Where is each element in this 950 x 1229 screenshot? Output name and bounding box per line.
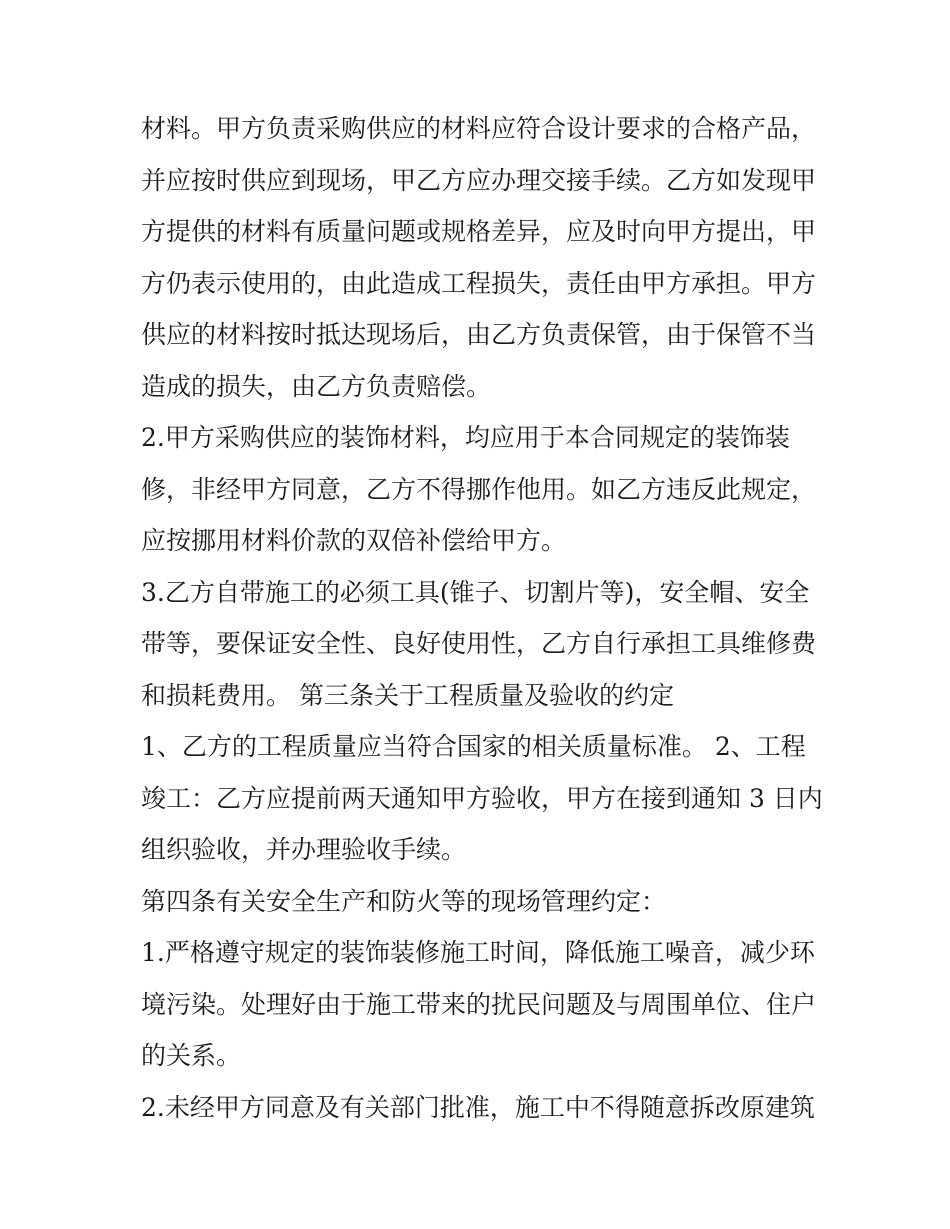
text-line-4: 方仍表示使用的，由此造成工程损失，责任由甲方承担。甲方	[141, 268, 817, 298]
text-line-8: 修，非经甲方同意，乙方不得挪作他用。如乙方违反此规定，	[141, 474, 817, 504]
text-line-12: 和损耗费用。 第三条关于工程质量及验收的约定	[141, 680, 674, 710]
text-line-2: 并应按时供应到现场，甲乙方应办理交接手续。乙方如发现甲	[141, 165, 817, 195]
text-line-20: 2.未经甲方同意及有关部门批准，施工中不得随意拆改原建筑	[141, 1092, 815, 1122]
text-line-6: 造成的损失，由乙方负责赔偿。	[141, 371, 492, 401]
text-line-17: 1.严格遵守规定的装饰装修施工时间，降低施工噪音，减少环	[141, 938, 815, 967]
text-line-1: 材料。甲方负责采购供应的材料应符合设计要求的合格产品，	[141, 114, 817, 143]
text-line-13: 1、乙方的工程质量应当符合国家的相关质量标准。 2、工程	[141, 732, 806, 761]
contract-text-body	[141, 103, 821, 1133]
text-line-9: 应按挪用材料价款的双倍补偿给甲方。	[141, 526, 567, 555]
text-line-11: 带等，要保证安全性、良好使用性，乙方自行承担工具维修费	[141, 629, 817, 658]
text-line-15: 组织验收，并办理验收手续。	[141, 835, 467, 864]
text-line-5: 供应的材料按时抵达现场后，由乙方负责保管，由于保管不当	[141, 320, 817, 349]
text-line-18: 境污染。处理好由于施工带来的扰民问题及与周围单位、住户	[141, 989, 817, 1019]
text-line-19: 的关系。	[141, 1041, 242, 1070]
text-line-10: 3.乙方自带施工的必须工具(锥子、切割片等)，安全帽、安全	[141, 577, 810, 607]
text-line-3: 方提供的材料有质量问题或规格差异，应及时向甲方提出，甲	[141, 217, 817, 246]
text-line-7: 2.甲方采购供应的装饰材料，均应用于本合同规定的装饰装	[141, 423, 790, 452]
text-line-16: 第四条有关安全生产和防火等的现场管理约定：	[141, 886, 667, 916]
text-line-14: 竣工：乙方应提前两天通知甲方验收，甲方在接到通知 3 日内	[141, 783, 823, 813]
